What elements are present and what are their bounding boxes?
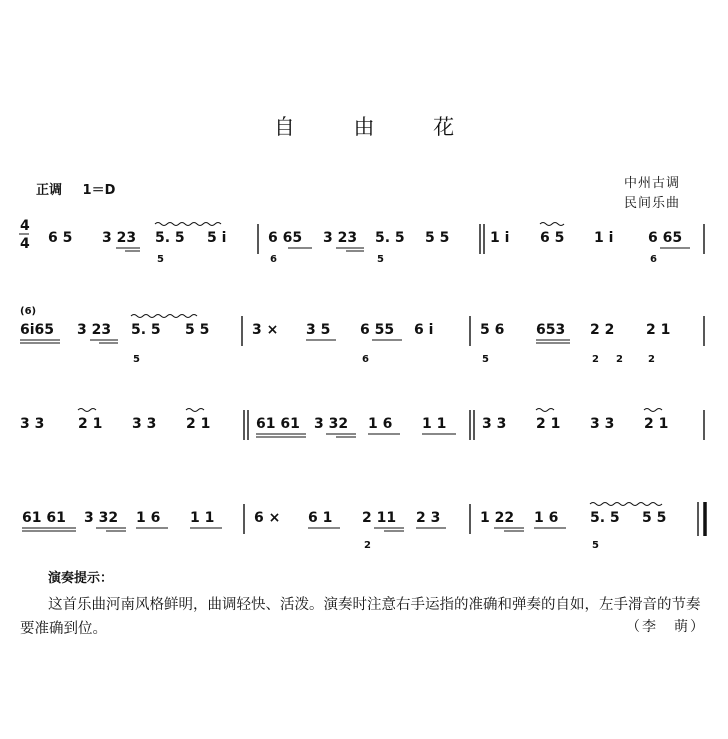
note-group: 6 65 [648,230,683,246]
lower-note: 5 [592,540,599,551]
note-group: 3 23 [323,230,358,246]
lower-note: 2 [616,354,623,365]
note-group: 5 5 [185,322,210,338]
performance-tips-heading: 演奏提示： [48,571,114,586]
lower-note: 5 [377,254,384,265]
note-group: 1 i [490,230,510,246]
tremolo-mark [131,315,197,318]
note-group: 6 5 [540,230,565,246]
note-group: 3 23 [102,230,137,246]
lower-note: 2 [364,540,371,551]
note-group: 1 1 [422,416,447,432]
note-group: 6 1 [308,510,333,526]
note-group: 6 × [254,510,281,526]
note-group: 2 11 [362,510,397,526]
note-group: 5 i [207,230,227,246]
note-group: 2 1 [644,416,669,432]
tonic-label: 1＝D [82,183,116,198]
note-group: 5. 5 [155,230,185,246]
lower-note: 5 [482,354,489,365]
note-group: 3 3 [20,416,45,432]
note-group: 6 5 [48,230,73,246]
note-group: 6 i [414,322,434,338]
note-group: 5 5 [425,230,450,246]
staff-row-2-svg [0,302,728,382]
lower-note: 5 [157,254,164,265]
key-signature [36,179,131,198]
note-group: 2 1 [536,416,561,432]
note-group: 3 3 [590,416,615,432]
tremolo-mark [536,409,554,412]
piece-title: 自 由 花 [273,115,481,139]
staff-row-3-svg [0,396,728,476]
mode-label: 正调 [36,183,63,198]
note-group: 1 1 [190,510,215,526]
note-group: 5 6 [480,322,505,338]
origin-line-2: 民间乐曲 [624,196,681,211]
time-sig-top: 4 [20,218,30,234]
note-group: 1 6 [136,510,161,526]
note-group: 6 65 [268,230,303,246]
note-group: 653 [536,322,566,338]
tremolo-mark [78,409,96,412]
tremolo-mark [590,503,662,506]
lower-note: 2 [592,354,599,365]
performance-tips-text: 这首乐曲河南风格鲜明，曲调轻快、活泼。演奏时注意右手运指的准确和弹奏的自如，左手滑音的节奏要准确到位。 [20,597,701,637]
note-group: 3 32 [84,510,119,526]
note-group: 3 5 [306,322,331,338]
note-group: 1 6 [534,510,559,526]
tremolo-mark [186,409,204,412]
note-group: 2 1 [646,322,671,338]
note-group: 1 22 [480,510,515,526]
note-group: 3 23 [77,322,112,338]
origin-line-1: 中州古调 [624,176,681,191]
staff-row-3 [0,396,728,476]
note-group: 5. 5 [131,322,161,338]
note-group: 5 5 [642,510,667,526]
tremolo-mark [155,223,221,226]
lower-note: 2 [648,354,655,365]
note-group: 2 1 [78,416,103,432]
note-group: 2 2 [590,322,615,338]
note-group: 6 55 [360,322,395,338]
note-group: 61 61 [22,510,66,526]
staff-row-2 [0,302,728,382]
note-group: 61 61 [256,416,300,432]
note-group: 5. 5 [375,230,405,246]
time-sig-bottom: 4 [20,236,30,252]
lower-note: 6 [650,254,657,265]
note-group: 3 × [252,322,279,338]
staff-row-4-svg [0,490,728,570]
note-group: 2 1 [186,416,211,432]
note-group: 2 3 [416,510,441,526]
staff-row-4 [0,490,728,570]
note-group: 1 6 [368,416,393,432]
tremolo-mark [540,223,564,226]
tremolo-mark [644,409,662,412]
lower-note: 6 [270,254,277,265]
lower-note: 5 [133,354,140,365]
note-group: 5. 5 [590,510,620,526]
grace-mark: (6) [20,306,37,317]
note-group: 1 i [594,230,614,246]
author-credit: （李 萌） [626,619,706,635]
staff-row-1 [0,210,728,290]
note-group: 3 3 [132,416,157,432]
note-group: 3 3 [482,416,507,432]
note-group: 6i65 [20,322,55,338]
note-group: 3 32 [314,416,349,432]
lower-note: 6 [362,354,369,365]
staff-row-1-svg [0,210,728,290]
